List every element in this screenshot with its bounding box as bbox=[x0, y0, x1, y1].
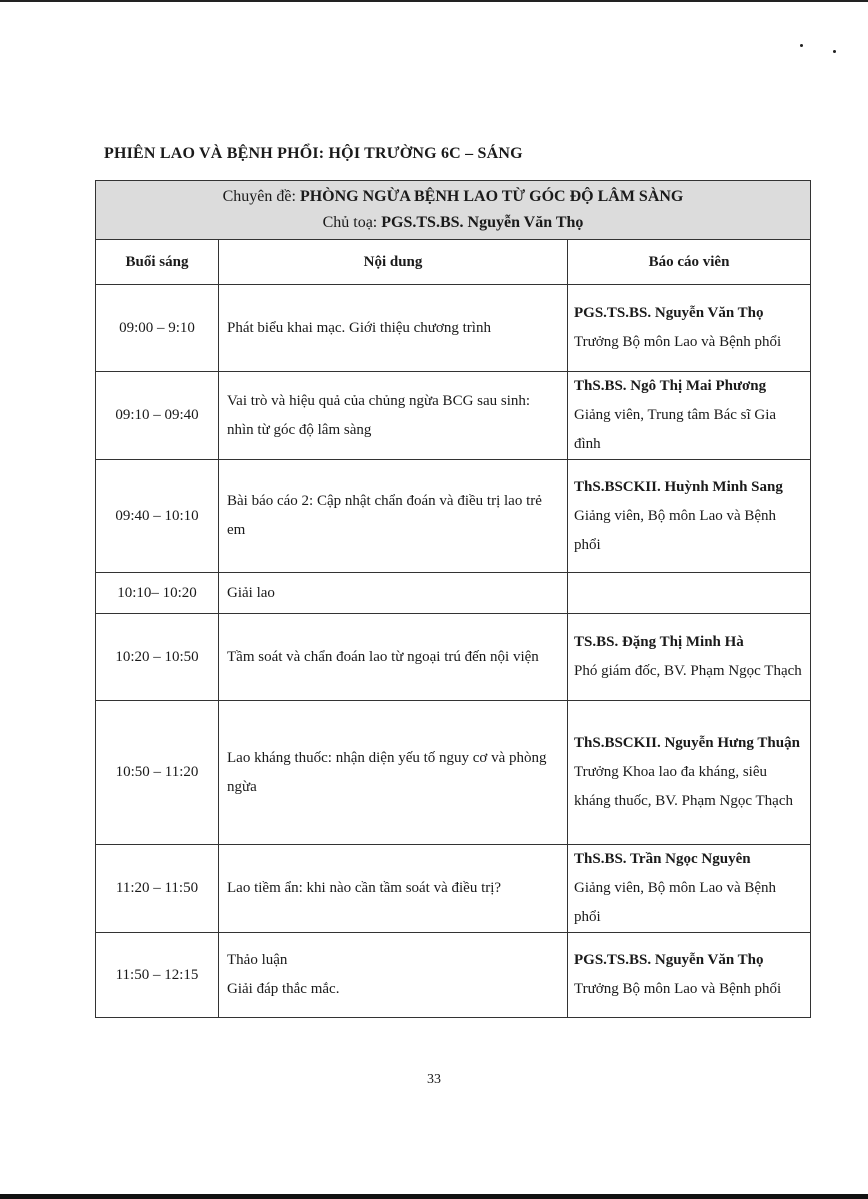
table-row bbox=[96, 460, 811, 573]
scan-edge-bottom bbox=[0, 1194, 868, 1199]
chair-line bbox=[96, 210, 810, 236]
speaker-role: Phó giám đốc, BV. Phạm Ngọc Thạch bbox=[574, 663, 802, 679]
header-speaker: Báo cáo viên bbox=[568, 240, 811, 285]
content-line: Giải đáp thắc mắc. bbox=[227, 981, 340, 997]
content-cell: Phát biểu khai mạc. Giới thiệu chương trình bbox=[219, 285, 568, 372]
scan-speck bbox=[833, 50, 836, 53]
speaker-name: PGS.TS.BS. Nguyễn Văn Thọ bbox=[574, 952, 764, 968]
scan-speck bbox=[800, 44, 803, 47]
speaker-cell bbox=[568, 285, 811, 372]
time-cell: 10:50 – 11:20 bbox=[96, 701, 219, 845]
time-cell: 10:10– 10:20 bbox=[96, 573, 219, 614]
chair-name: PGS.TS.BS. Nguyễn Văn Thọ bbox=[381, 214, 584, 231]
chair-label: Chủ toạ: bbox=[322, 214, 378, 231]
content-cell: Lao tiềm ẩn: khi nào cần tầm soát và điều trị? bbox=[219, 845, 568, 933]
table-row bbox=[96, 701, 811, 845]
speaker-cell bbox=[568, 460, 811, 573]
speaker-cell bbox=[568, 701, 811, 845]
scan-edge-top bbox=[0, 0, 868, 2]
speaker-role: Trưởng Khoa lao đa kháng, siêu kháng thuốc, BV. Phạm Ngọc Thạch bbox=[574, 764, 794, 809]
speaker-role: Giảng viên, Bộ môn Lao và Bệnh phổi bbox=[574, 880, 777, 925]
table-row bbox=[96, 573, 811, 614]
speaker-cell bbox=[568, 614, 811, 701]
header-row bbox=[96, 240, 811, 285]
content-cell: Lao kháng thuốc: nhận diện yếu tố nguy cơ và phòng ngừa bbox=[219, 701, 568, 845]
speaker-role: Trưởng Bộ môn Lao và Bệnh phổi bbox=[574, 981, 782, 997]
time-cell: 10:20 – 10:50 bbox=[96, 614, 219, 701]
content-cell: Vai trò và hiệu quả của chủng ngừa BCG sau sinh: nhìn từ góc độ lâm sàng bbox=[219, 372, 568, 460]
speaker-name: ThS.BSCKII. Nguyễn Hưng Thuận bbox=[574, 735, 800, 751]
speaker-cell bbox=[568, 372, 811, 460]
topic-row bbox=[96, 181, 811, 240]
content-cell: Tầm soát và chẩn đoán lao từ ngoại trú đến nội viện bbox=[219, 614, 568, 701]
time-cell: 09:10 – 09:40 bbox=[96, 372, 219, 460]
header-time: Buổi sáng bbox=[96, 240, 219, 285]
speaker-role: Giảng viên, Trung tâm Bác sĩ Gia đình bbox=[574, 407, 777, 452]
time-cell: 09:40 – 10:10 bbox=[96, 460, 219, 573]
table-row bbox=[96, 372, 811, 460]
table-row bbox=[96, 933, 811, 1018]
schedule-table bbox=[95, 180, 811, 1018]
time-cell: 09:00 – 9:10 bbox=[96, 285, 219, 372]
topic-cell bbox=[96, 181, 811, 240]
speaker-name: ThS.BSCKII. Huỳnh Minh Sang bbox=[574, 478, 783, 495]
topic-label: Chuyên đề: bbox=[222, 188, 296, 205]
topic-title: PHÒNG NGỪA BỆNH LAO TỪ GÓC ĐỘ LÂM SÀNG bbox=[299, 188, 684, 205]
speaker-name: ThS.BS. Ngô Thị Mai Phương bbox=[574, 378, 767, 394]
session-title: PHIÊN LAO VÀ BỆNH PHỔI: HỘI TRƯỜNG 6C – SÁNG bbox=[104, 145, 523, 162]
speaker-cell bbox=[568, 845, 811, 933]
speaker-role: Giảng viên, Bộ môn Lao và Bệnh phổi bbox=[574, 507, 777, 553]
table-row bbox=[96, 285, 811, 372]
content-cell: Giải lao bbox=[219, 573, 568, 614]
content-cell: Bài báo cáo 2: Cập nhật chẩn đoán và điều trị lao trẻ em bbox=[219, 460, 568, 573]
time-cell: 11:20 – 11:50 bbox=[96, 845, 219, 933]
speaker-name: TS.BS. Đặng Thị Minh Hà bbox=[574, 634, 744, 650]
page-number: 33 bbox=[427, 1072, 441, 1087]
header-content: Nội dung bbox=[219, 240, 568, 285]
speaker-cell bbox=[568, 933, 811, 1018]
topic-line bbox=[96, 184, 810, 210]
table-row bbox=[96, 845, 811, 933]
speaker-name: PGS.TS.BS. Nguyễn Văn Thọ bbox=[574, 305, 764, 321]
speaker-name: ThS.BS. Trần Ngọc Nguyên bbox=[574, 851, 751, 867]
content-line: Thảo luận bbox=[227, 952, 288, 968]
content-cell bbox=[219, 933, 568, 1018]
table-row bbox=[96, 614, 811, 701]
time-cell: 11:50 – 12:15 bbox=[96, 933, 219, 1018]
speaker-role: Trưởng Bộ môn Lao và Bệnh phổi bbox=[574, 334, 782, 350]
speaker-cell bbox=[568, 573, 811, 614]
